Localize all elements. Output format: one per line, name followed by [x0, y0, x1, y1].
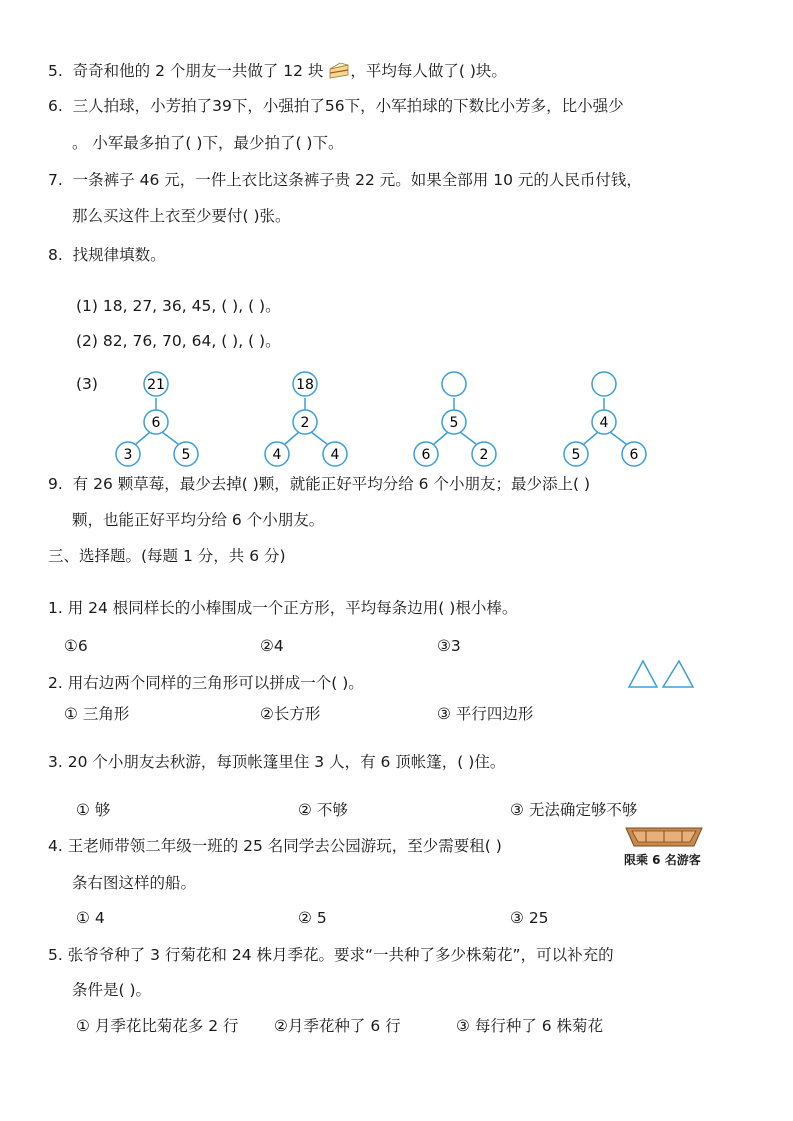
question-number: 5.	[48, 62, 63, 80]
choice-2-option-2: ②长方形	[260, 705, 321, 723]
tree-middle-value: 2	[300, 415, 310, 431]
choice-1-option-1: ①6	[64, 637, 88, 655]
question-7-line-2: 那么买这件上衣至少要付( )张。	[72, 207, 291, 225]
tree-middle-value: 5	[449, 415, 459, 431]
choice-4-option-1: ① 4	[76, 909, 105, 927]
choice-1-option-3: ③3	[437, 637, 461, 655]
question-7-line-1: 7. 一条裤子 46 元，一件上衣比这条裤子贵 22 元。如果全部用 10 元的人民币付钱，	[48, 171, 642, 189]
choice-3-option-1: ① 够	[76, 801, 111, 819]
question-8-sub-1: (1) 18, 27, 36, 45, ( ), ( )。	[76, 297, 281, 315]
two-triangles-figure	[627, 657, 697, 693]
choice-question-5-line-2: 条件是( )。	[72, 981, 152, 999]
choice-2-option-1: ① 三角形	[64, 705, 130, 723]
choice-5-option-2: ②月季花种了 6 行	[274, 1017, 401, 1035]
choice-5-option-1: ① 月季花比菊花多 2 行	[76, 1017, 239, 1035]
section-3-title: 三、选择题。(每题 1 分，共 6 分)	[48, 547, 286, 565]
question-number: 9.	[48, 475, 63, 493]
question-9-line-1: 9. 有 26 颗草莓，最少去掉( )颗，就能正好平均分给 6 个小朋友；最少添上( )	[48, 475, 590, 493]
tree-right-value: 2	[479, 447, 489, 463]
boat-icon	[624, 822, 704, 850]
question-6-line-1: 6. 三人拍球，小芳拍了39下，小强拍了56下，小军拍球的下数比小芳多，比小强少	[48, 97, 624, 115]
tree-right-value: 5	[181, 447, 191, 463]
tree-top-value: 18	[296, 377, 314, 393]
choice-question-5-line-1: 5. 张爷爷种了 3 行菊花和 24 株月季花。要求“一共种了多少株菊花”，可以补充的	[48, 946, 614, 964]
question-number: 6.	[48, 97, 63, 115]
tree-left-value: 6	[421, 447, 431, 463]
choice-3-option-2: ② 不够	[298, 801, 348, 819]
number-tree-2	[259, 368, 355, 472]
boat-caption: 限乘 6 名游客	[624, 853, 701, 867]
choice-question-4-line-2: 条右图这样的船。	[72, 874, 197, 892]
question-8-sub-3-label: (3)	[76, 375, 98, 393]
tree-left-value: 3	[123, 447, 133, 463]
number-tree-1	[110, 368, 206, 472]
choice-3-option-3: ③ 无法确定够不够	[510, 801, 638, 819]
question-number: 8.	[48, 246, 63, 264]
cake-icon	[328, 61, 350, 84]
question-6-line-2: 。 小军最多拍了( )下，最少拍了( )下。	[72, 134, 344, 152]
choice-4-option-2: ② 5	[298, 909, 327, 927]
question-5: 5. 奇奇和他的 2 个朋友一共做了 12 块 ，平均每人做了( )块。	[48, 61, 507, 84]
tree-right-value: 4	[330, 447, 340, 463]
number-tree-4	[558, 368, 654, 472]
choice-5-option-3: ③ 每行种了 6 株菊花	[456, 1017, 604, 1035]
question-number: 7.	[48, 171, 63, 189]
tree-top-circle	[442, 372, 466, 396]
choice-4-option-3: ③ 25	[510, 909, 549, 927]
choice-question-1: 1. 用 24 根同样长的小棒围成一个正方形，平均每条边用( )根小棒。	[48, 599, 518, 617]
tree-middle-value: 4	[599, 415, 609, 431]
choice-2-option-3: ③ 平行四边形	[437, 705, 534, 723]
tree-top-circle	[592, 372, 616, 396]
choice-question-3: 3. 20 个小朋友去秋游，每顶帐篷里住 3 人，有 6 顶帐篷，( )住。	[48, 753, 506, 771]
number-tree-3	[408, 368, 504, 472]
tree-top-value: 21	[147, 377, 165, 393]
tree-left-value: 5	[571, 447, 581, 463]
choice-question-2: 2. 用右边两个同样的三角形可以拼成一个( )。	[48, 674, 364, 692]
question-8-title: 8. 找规律填数。	[48, 246, 166, 264]
question-8-sub-2: (2) 82, 76, 70, 64, ( ), ( )。	[76, 332, 281, 350]
question-9-line-2: 颗，也能正好平均分给 6 个小朋友。	[72, 511, 325, 529]
tree-left-value: 4	[272, 447, 282, 463]
tree-middle-value: 6	[151, 415, 161, 431]
choice-question-4-line-1: 4. 王老师带领二年级一班的 25 名同学去公园游玩，至少需要租( )	[48, 837, 502, 855]
tree-right-value: 6	[629, 447, 639, 463]
choice-1-option-2: ②4	[260, 637, 284, 655]
